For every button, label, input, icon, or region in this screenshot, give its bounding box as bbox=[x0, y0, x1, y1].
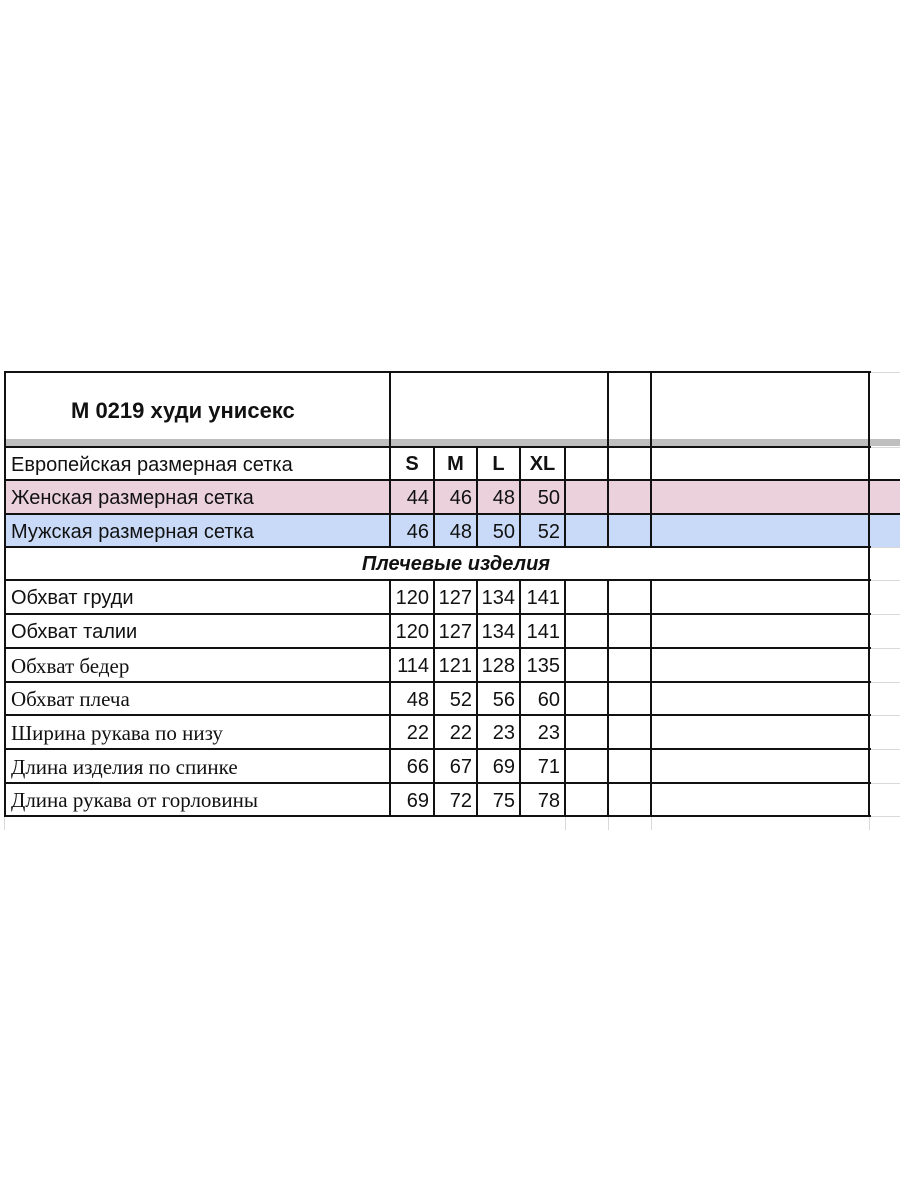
grid-line bbox=[4, 371, 871, 373]
size-header-cell: L bbox=[492, 452, 505, 475]
grid-line bbox=[4, 579, 871, 581]
faint-gridline bbox=[869, 648, 900, 649]
size-value-cell: 50 bbox=[492, 520, 515, 543]
measurement-value-cell: 56 bbox=[492, 688, 515, 711]
measurement-label: Обхват талии bbox=[11, 621, 138, 643]
measurement-label: Длина изделия по спинке bbox=[11, 754, 238, 779]
grid-line bbox=[4, 782, 871, 784]
measurement-value-cell: 75 bbox=[492, 789, 515, 812]
measurement-value-cell: 23 bbox=[537, 722, 560, 744]
grid-line bbox=[519, 580, 521, 816]
measurement-value-cell: 60 bbox=[537, 688, 560, 711]
measurement-value-cell: 127 bbox=[438, 587, 472, 609]
grid-line bbox=[650, 372, 652, 547]
faint-gridline bbox=[869, 372, 900, 373]
grid-line bbox=[607, 580, 609, 816]
size-header-cell: M bbox=[447, 452, 464, 475]
size-value-cell: 46 bbox=[449, 487, 472, 509]
faint-gridline bbox=[869, 447, 900, 448]
faint-gridline bbox=[869, 816, 870, 830]
grid-line bbox=[433, 447, 435, 547]
measurement-value-cell: 127 bbox=[438, 621, 472, 643]
grid-line bbox=[4, 546, 871, 548]
grid-line bbox=[4, 446, 871, 448]
faint-gridline bbox=[869, 547, 900, 548]
size-value-cell: 50 bbox=[537, 487, 560, 509]
grid-line bbox=[4, 647, 871, 649]
size-header-cell: XL bbox=[529, 452, 556, 475]
measurement-value-cell: 66 bbox=[406, 756, 429, 778]
measurement-value-cell: 141 bbox=[526, 621, 560, 643]
grid-line bbox=[389, 372, 391, 547]
size-value-cell: 48 bbox=[492, 487, 515, 509]
grid-line bbox=[476, 447, 478, 547]
grid-line bbox=[868, 372, 870, 816]
section-title: Плечевые изделия bbox=[361, 552, 551, 575]
grid-line bbox=[4, 748, 871, 750]
measurement-value-cell: 120 bbox=[395, 621, 429, 643]
grid-line bbox=[4, 714, 871, 716]
measurement-label: Ширина рукава по низу bbox=[11, 720, 223, 745]
size-value-cell: 46 bbox=[406, 520, 429, 543]
faint-gridline bbox=[869, 614, 900, 615]
size-row-label: Европейская размерная сетка bbox=[11, 453, 293, 476]
grid-line bbox=[607, 372, 609, 547]
grid-line bbox=[4, 513, 900, 515]
grid-line bbox=[476, 580, 478, 816]
measurement-value-cell: 72 bbox=[449, 789, 472, 812]
measurement-value-cell: 48 bbox=[406, 688, 429, 711]
measurement-value-cell: 23 bbox=[492, 722, 515, 744]
header-separator bbox=[4, 439, 900, 446]
faint-gridline bbox=[869, 682, 900, 683]
measurement-label: Обхват бедер bbox=[11, 653, 130, 678]
size-header-cell: S bbox=[405, 452, 419, 475]
faint-gridline bbox=[651, 816, 652, 830]
grid-line bbox=[389, 580, 391, 816]
grid-line bbox=[564, 580, 566, 816]
grid-line bbox=[4, 372, 6, 816]
faint-gridline bbox=[565, 816, 566, 830]
measurement-value-cell: 134 bbox=[481, 621, 515, 643]
measurement-label: Длина рукава от горловины bbox=[11, 788, 258, 812]
faint-gridline bbox=[608, 816, 609, 830]
faint-gridline bbox=[869, 816, 900, 817]
faint-gridline bbox=[4, 816, 5, 830]
grid-line bbox=[4, 681, 871, 683]
measurement-value-cell: 134 bbox=[481, 587, 515, 609]
measurement-value-cell: 128 bbox=[481, 655, 515, 677]
grid-line bbox=[564, 447, 566, 547]
measurement-value-cell: 52 bbox=[449, 688, 472, 711]
size-row-label: Женская размерная сетка bbox=[11, 487, 254, 509]
document-title: М 0219 худи унисекс bbox=[71, 398, 295, 423]
measurement-value-cell: 135 bbox=[526, 655, 560, 677]
measurement-value-cell: 121 bbox=[438, 655, 472, 677]
grid-line bbox=[650, 580, 652, 816]
size-value-cell: 52 bbox=[537, 520, 560, 543]
measurement-value-cell: 114 bbox=[397, 655, 429, 677]
measurement-value-cell: 78 bbox=[537, 789, 560, 812]
grid-line bbox=[4, 613, 871, 615]
grid-line bbox=[519, 447, 521, 547]
measurement-value-cell: 120 bbox=[395, 587, 429, 609]
faint-gridline bbox=[869, 580, 900, 581]
measurement-value-cell: 22 bbox=[449, 722, 472, 744]
size-value-cell: 44 bbox=[406, 487, 429, 509]
measurement-label: Обхват плеча bbox=[11, 687, 130, 711]
grid-line bbox=[433, 580, 435, 816]
size-row-label: Мужская размерная сетка bbox=[11, 520, 254, 543]
measurement-value-cell: 141 bbox=[526, 587, 560, 609]
grid-line bbox=[4, 479, 900, 481]
measurement-value-cell: 67 bbox=[449, 756, 472, 778]
faint-gridline bbox=[869, 749, 900, 750]
faint-gridline bbox=[869, 783, 900, 784]
measurement-value-cell: 22 bbox=[406, 722, 429, 744]
grid-line bbox=[4, 815, 871, 817]
faint-gridline bbox=[869, 715, 900, 716]
measurement-value-cell: 71 bbox=[537, 756, 560, 778]
measurement-value-cell: 69 bbox=[406, 789, 429, 812]
measurement-label: Обхват груди bbox=[11, 587, 134, 609]
size-value-cell: 48 bbox=[449, 520, 472, 543]
measurement-value-cell: 69 bbox=[492, 756, 515, 778]
